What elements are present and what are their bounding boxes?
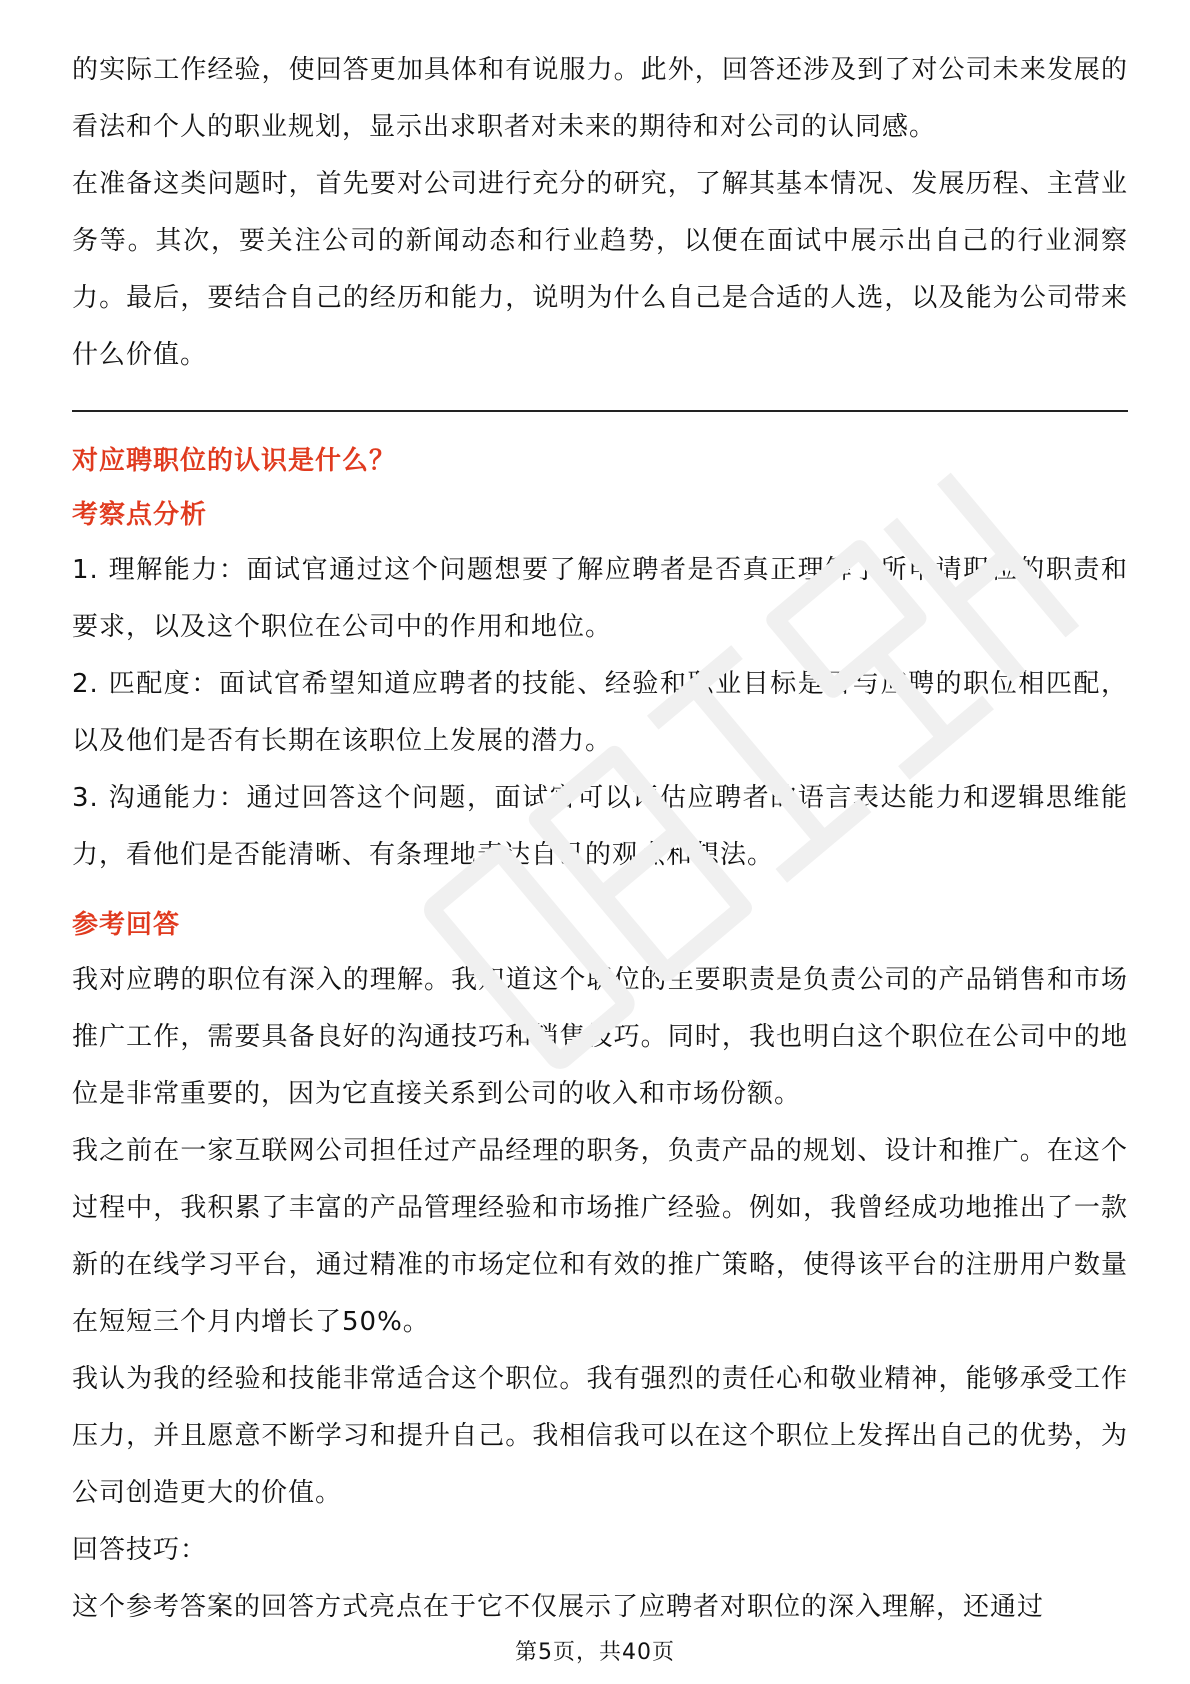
section-divider xyxy=(72,410,1128,412)
document-page xyxy=(72,42,1128,1636)
tips-label: 回答技巧： xyxy=(72,1535,208,1565)
question-title: 对应聘职位的认识是什么？ xyxy=(72,446,397,476)
analysis-point-3: 3. 沟通能力：通过回答这个问题，面试官可以评估应聘者的语言表达能力和逻辑思维能力，看他们是否能清晰、有条理地表达自己的观点和想法。 xyxy=(72,783,1128,870)
answer-heading: 参考回答 xyxy=(72,910,181,940)
intro-paragraph-2: 在准备这类问题时，首先要对公司进行充分的研究，了解其基本情况、发展历程、主营业务等。其次，要关注公司的新闻动态和行业趋势，以便在面试中展示出自己的行业洞察力。最后，要结合自己的经历和能力，说明为什么自己是合适的人选，以及能为公司带来什么价值。 xyxy=(72,169,1128,370)
analysis-point-1: 1. 理解能力：面试官通过这个问题想要了解应聘者是否真正理解了所申请职位的职责和要求，以及这个职位在公司中的作用和地位。 xyxy=(72,555,1128,642)
answer-paragraph-2: 我之前在一家互联网公司担任过产品经理的职务，负责产品的规划、设计和推广。在这个过程中，我积累了丰富的产品管理经验和市场推广经验。例如，我曾经成功地推出了一款新的在线学习平台，通过精准的市场定位和有效的推广策略，使得该平台的注册用户数量在短短三个月内增长了50%。 xyxy=(72,1136,1128,1337)
tips-text: 这个参考答案的回答方式亮点在于它不仅展示了应聘者对职位的深入理解，还通过 xyxy=(72,1592,1045,1622)
analysis-heading: 考察点分析 xyxy=(72,500,208,530)
answer-paragraph-1: 我对应聘的职位有深入的理解。我知道这个职位的主要职责是负责公司的产品销售和市场推广工作，需要具备良好的沟通技巧和销售技巧。同时，我也明白这个职位在公司中的地位是非常重要的，因为它直接关系到公司的收入和市场份额。 xyxy=(72,965,1128,1109)
answer-paragraph-3: 我认为我的经验和技能非常适合这个职位。我有强烈的责任心和敬业精神，能够承受工作压力，并且愿意不断学习和提升自己。我相信我可以在这个职位上发挥出自己的优势，为公司创造更大的价值。 xyxy=(72,1364,1128,1508)
intro-paragraph-1: 的实际工作经验，使回答更加具体和有说服力。此外，回答还涉及到了对公司未来发展的看法和个人的职业规划，显示出求职者对未来的期待和对公司的认同感。 xyxy=(72,55,1128,142)
page-footer: 第5页，共40页 xyxy=(515,1640,675,1665)
analysis-point-2: 2. 匹配度：面试官希望知道应聘者的技能、经验和职业目标是否与应聘的职位相匹配，以及他们是否有长期在该职位上发展的潜力。 xyxy=(72,669,1128,756)
